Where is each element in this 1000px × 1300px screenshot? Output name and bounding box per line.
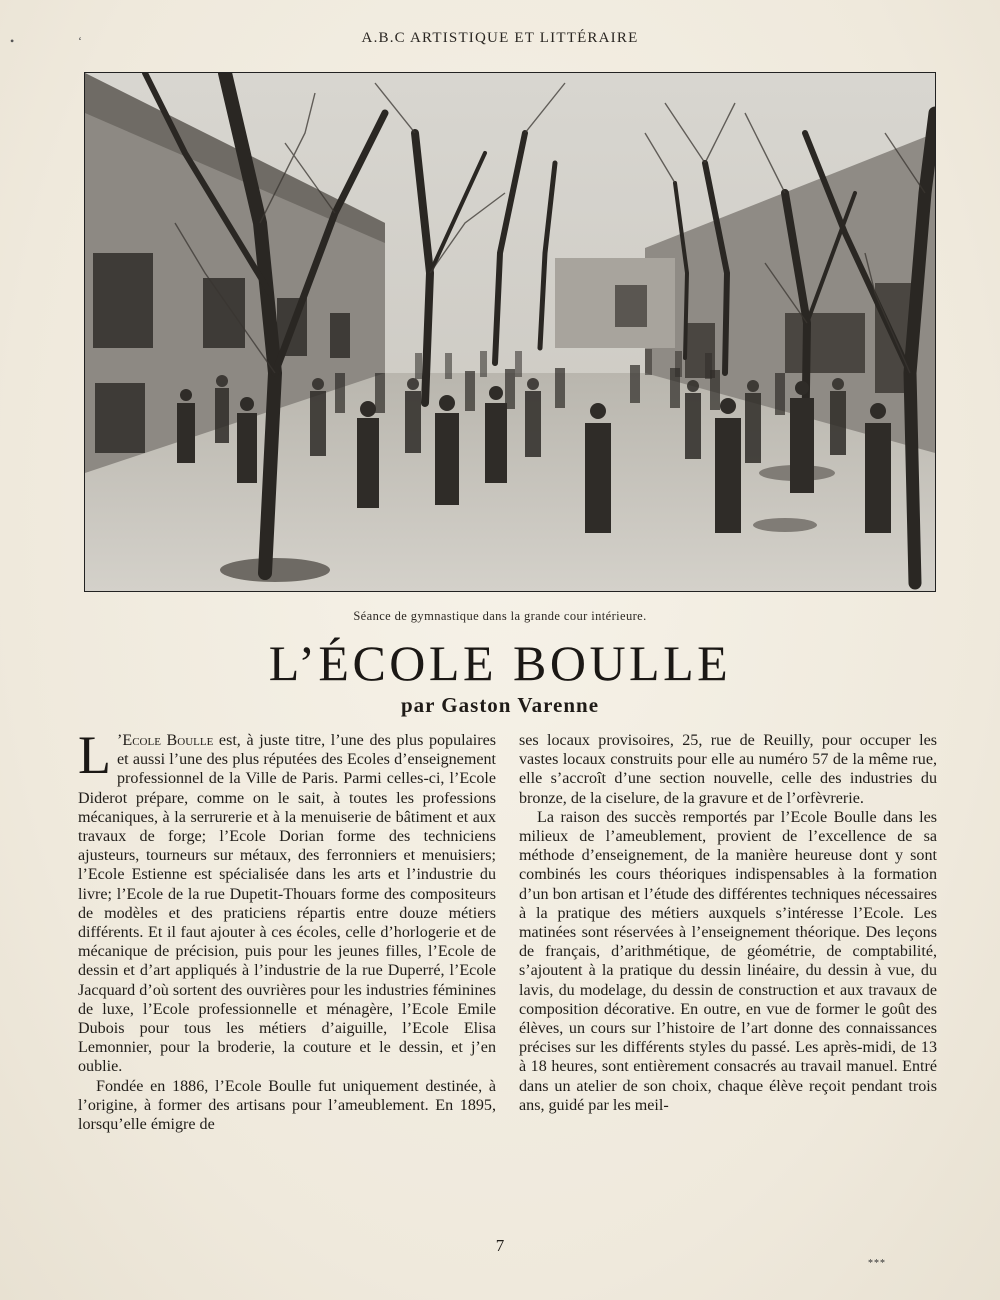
edge-mark-quote: ‘: [78, 34, 82, 48]
article-title: L’ÉCOLE BOULLE: [268, 635, 732, 691]
text-column-right: [519, 731, 937, 1115]
paragraph-3: ses locaux provisoires, 25, rue de Reuilly, pour occuper les vastes locaux construits pour elle au numéro 57 de la même rue, elle s’accroît d’une section nouvelle, celle des industries du bronze, de la ciselure, de la gravure et de l’orfèvrerie.: [519, 732, 937, 807]
text-column-left: [78, 725, 496, 1134]
drop-cap: L: [78, 725, 111, 785]
lead-smallcaps: ’Ecole Boulle: [117, 732, 214, 749]
page-number: 7: [495, 1236, 505, 1255]
gymnastics-photograph: [84, 72, 936, 592]
edge-mark-left: •: [10, 34, 15, 48]
signature-mark: ***: [868, 1258, 886, 1269]
paragraph-1: [78, 725, 496, 1077]
paragraph-4: La raison des succès remportés par l’Ecole Boulle dans les milieux de l’ameublement, provient de l’excellence de sa méthode d’enseignement, de la manière heureuse dont y sont combinés les cours théoriques indispensables à la formation d’un bon artisan et l’étude des différentes techniques nécessaires à la pratique des métiers auxquels s’intéresse l’Ecole. Les matinées sont réservées à l’enseignement théorique. Des leçons de français, d’arithmétique, de géométrie, de comptabilité, s’ajoutent à la pratique du dessin linéaire, du dessin à vue, du lavis, du modelage, du dessin de construction et aux travaux de composition décorative. En outre, en vue de former le goût des élèves, un cours sur l’histoire de l’art donne des connaissances précises sur les différents styles du passé. Les après-midi, de 13 à 18 heures, sont entièrement consacrés au travail manuel. Entré dans un atelier de son choix, chaque élève reçoit pendant trois ans, guidé par les meil-: [519, 808, 937, 1114]
courtyard-illustration: [85, 73, 935, 591]
article-byline: par Gaston Varenne: [400, 693, 600, 717]
paragraph-2: Fondée en 1886, l’Ecole Boulle fut uniquement destinée, à l’origine, à former des artisans pour l’ameublement. En 1895, lorsqu’elle émigre de: [78, 1077, 496, 1134]
photo-caption: Séance de gymnastique dans la grande cour intérieure.: [353, 609, 647, 623]
running-header: A.B.C ARTISTIQUE ET LITTÉRAIRE: [361, 30, 639, 46]
paragraph-1-text: est, à juste titre, l’une des plus populaires et aussi l’une des plus réputées des Ecoles d’enseignement professionnel de la Ville de Paris. Parmi celles-ci, l’Ecole Diderot prépare, comme on le sait, à toutes les professions mécaniques, à la serrurerie et à la menuiserie de bâtiment et aux travaux de forge; l’Ecole Dorian forme des techniciens ajusteurs, tourneurs sur métaux, des ferronniers et menuisiers; l’Ecole Estienne est spécialisée dans les arts et l’industrie du livre; l’Ecole de la rue Dupetit-Thouars forme des compositeurs de modèles et des praticiens répartis entre douze métiers différents. Et il faut ajouter à ces écoles, celle d’horlogerie et de mécanique de précision, puis pour les jeunes filles, l’Ecole de dessin et d’art appliqués à l’industrie de la rue Duperré, l’Ecole Jacquard d’où sortent des ouvrières pour les industries féminines de luxe, l’Ecole professionnelle et ménagère, l’Ecole Emile Dubois pour tous les métiers d’aiguille, l’Ecole Elisa Lemonnier, pour la broderie, la couture et le dessin, et j’en oublie.: [78, 732, 496, 1076]
